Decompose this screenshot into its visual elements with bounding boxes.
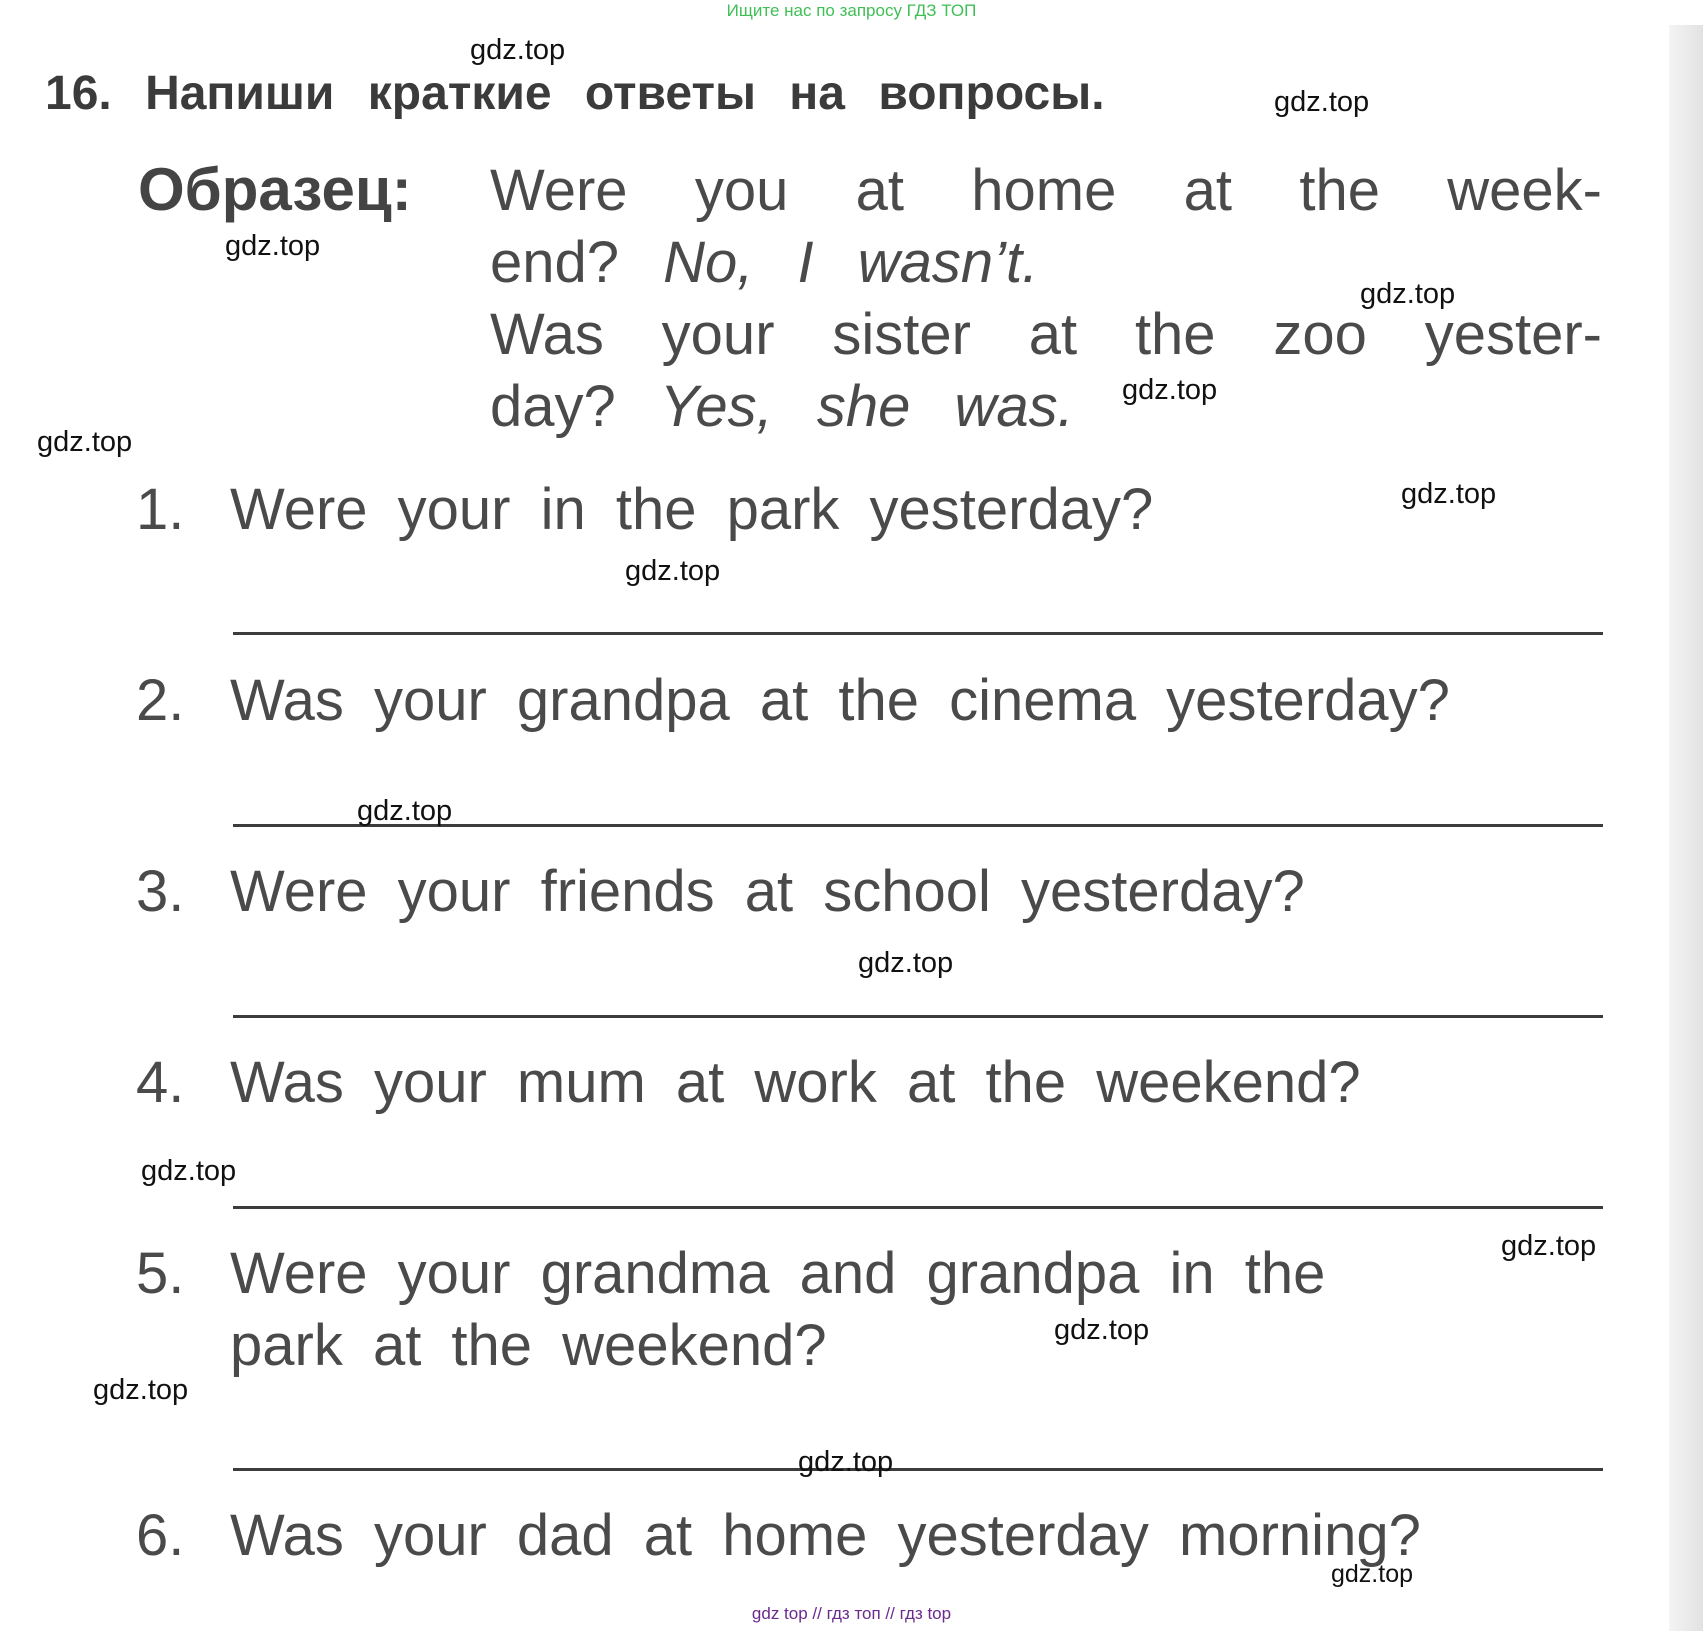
watermark: gdz.top — [1501, 1230, 1597, 1262]
watermark: gdz.top — [1331, 1560, 1414, 1588]
question-text-continued: park at the weekend? — [230, 1313, 827, 1378]
answer-line[interactable] — [233, 632, 1603, 635]
answer-line[interactable] — [233, 1015, 1603, 1018]
watermark: gdz.top — [225, 230, 321, 262]
watermark: gdz.top — [1274, 86, 1370, 118]
watermark: gdz.top — [1054, 1314, 1150, 1346]
question-text: Was your grandpa at the cinema yesterday? — [230, 668, 1450, 733]
watermark: gdz.top — [470, 34, 566, 66]
watermark: gdz.top — [798, 1446, 894, 1478]
sample-line — [490, 371, 1602, 443]
watermark: gdz.top — [858, 947, 954, 979]
watermark: gdz.top — [1122, 374, 1218, 406]
question-number: 3. — [136, 859, 185, 924]
sample-label: Образец: — [138, 156, 412, 223]
sample-answer: Yes, she was. — [659, 374, 1074, 439]
sample-question: day? — [490, 374, 616, 439]
top-banner[interactable]: Ищите нас по запросу ГДЗ ТОП — [726, 1, 977, 20]
question-text: Was your mum at work at the weekend? — [230, 1050, 1361, 1115]
question-number: 6. — [136, 1503, 185, 1568]
sample-question: Was your sister at the zoo yester- — [490, 302, 1602, 367]
footer-links[interactable]: gdz top // гдз топ // гдз top — [751, 1604, 952, 1623]
question-text: Was your dad at home yesterday morning? — [230, 1503, 1421, 1568]
sample-question: end? — [490, 230, 620, 295]
sample-question: Were you at home at the week- — [490, 158, 1602, 223]
question-text: Were your in the park yesterday? — [230, 477, 1154, 542]
answer-line[interactable] — [233, 1206, 1603, 1209]
question-number: 2. — [136, 668, 185, 733]
watermark: gdz.top — [1360, 278, 1456, 310]
watermark: gdz.top — [141, 1155, 237, 1187]
watermark: gdz.top — [93, 1374, 189, 1406]
page-edge-shadow — [1669, 25, 1703, 1631]
exercise-title: 16. Напиши краткие ответы на вопросы. — [45, 67, 1105, 120]
watermark: gdz.top — [1401, 478, 1497, 510]
watermark: gdz.top — [357, 795, 453, 827]
question-number: 4. — [136, 1050, 185, 1115]
answer-line[interactable] — [233, 1468, 1603, 1471]
watermark: gdz.top — [625, 555, 721, 587]
watermark: gdz.top — [37, 426, 133, 458]
sample-answer: No, I wasn’t. — [663, 230, 1039, 295]
sample-line — [490, 155, 1602, 227]
question-number: 1. — [136, 477, 185, 542]
question-text: Were your grandma and grandpa in the — [230, 1241, 1326, 1306]
question-number: 5. — [136, 1241, 185, 1306]
question-text: Were your friends at school yesterday? — [230, 859, 1305, 924]
